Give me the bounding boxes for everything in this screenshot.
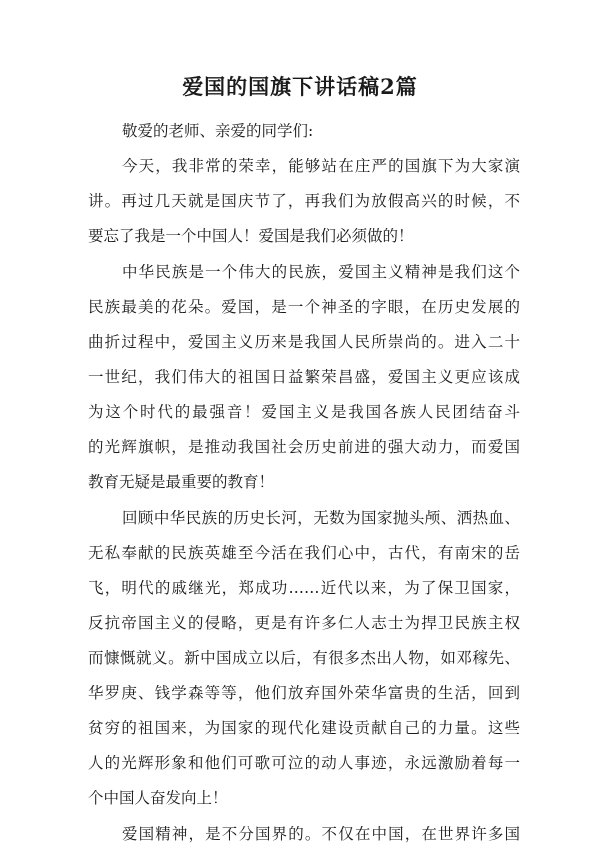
- paragraph-line: 贫穷的祖国来，为国家的现代化建设贡献自己的力量。这些: [88, 719, 520, 737]
- paragraph-line: 的光辉旗帜，是推动我国社会历史前进的强大动力，而爱国: [88, 438, 520, 456]
- paragraph-line: 教育无疑是最重要的教育！: [88, 473, 275, 491]
- paragraph-line: 今天，我非常的荣幸，能够站在庄严的国旗下为大家演: [122, 157, 520, 175]
- document-title: 爱国的国旗下讲话稿2篇: [182, 74, 418, 99]
- paragraph-line: 一世纪，我们伟大的祖国日益繁荣昌盛，爱国主义更应该成: [88, 368, 520, 386]
- paragraph-line: 讲。再过几天就是国庆节了，再我们为放假高兴的时候，不: [88, 192, 520, 210]
- paragraph-line: 曲折过程中，爱国主义历来是我国人民所崇尚的。进入二十: [88, 333, 520, 351]
- salutation-line: 敬爱的老师、亲爱的同学们:: [122, 122, 314, 140]
- paragraph-line: 反抗帝国主义的侵略，更是有许多仁人志士为捍卫民族主权: [88, 614, 520, 632]
- paragraph-line: 无私奉献的民族英雄至今活在我们心中，古代，有南宋的岳: [88, 544, 520, 562]
- paragraph-line: 要忘了我是一个中国人！爱国是我们必须做的！: [88, 227, 414, 245]
- paragraph-line: 为这个时代的最强音！爱国主义是我国各族人民团结奋斗: [88, 403, 520, 421]
- paragraph-line: 中华民族是一个伟大的民族，爱国主义精神是我们这个: [122, 263, 520, 281]
- paragraph-line: 爱国精神，是不分国界的。不仅在中国，在世界许多国: [122, 825, 520, 843]
- paragraph-line: 华罗庚、钱学森等等，他们放弃国外荣华富贵的生活，回到: [88, 684, 520, 702]
- paragraph-line: 个中国人奋发向上！: [88, 789, 228, 807]
- paragraph-line: 而慷慨就义。新中国成立以后，有很多杰出人物，如邓稼先、: [88, 649, 520, 667]
- paragraph-line: 民族最美的花朵。爱国，是一个神圣的字眼，在历史发展的: [88, 298, 520, 316]
- paragraph-line: 回顾中华民族的历史长河，无数为国家抛头颅、洒热血、: [122, 509, 520, 527]
- paragraph-line: 人的光辉形象和他们可歌可泣的动人事迹，永远激励着每一: [88, 754, 520, 772]
- paragraph-line: 飞，明代的戚继光，郑成功……近代以来，为了保卫国家，: [88, 579, 520, 597]
